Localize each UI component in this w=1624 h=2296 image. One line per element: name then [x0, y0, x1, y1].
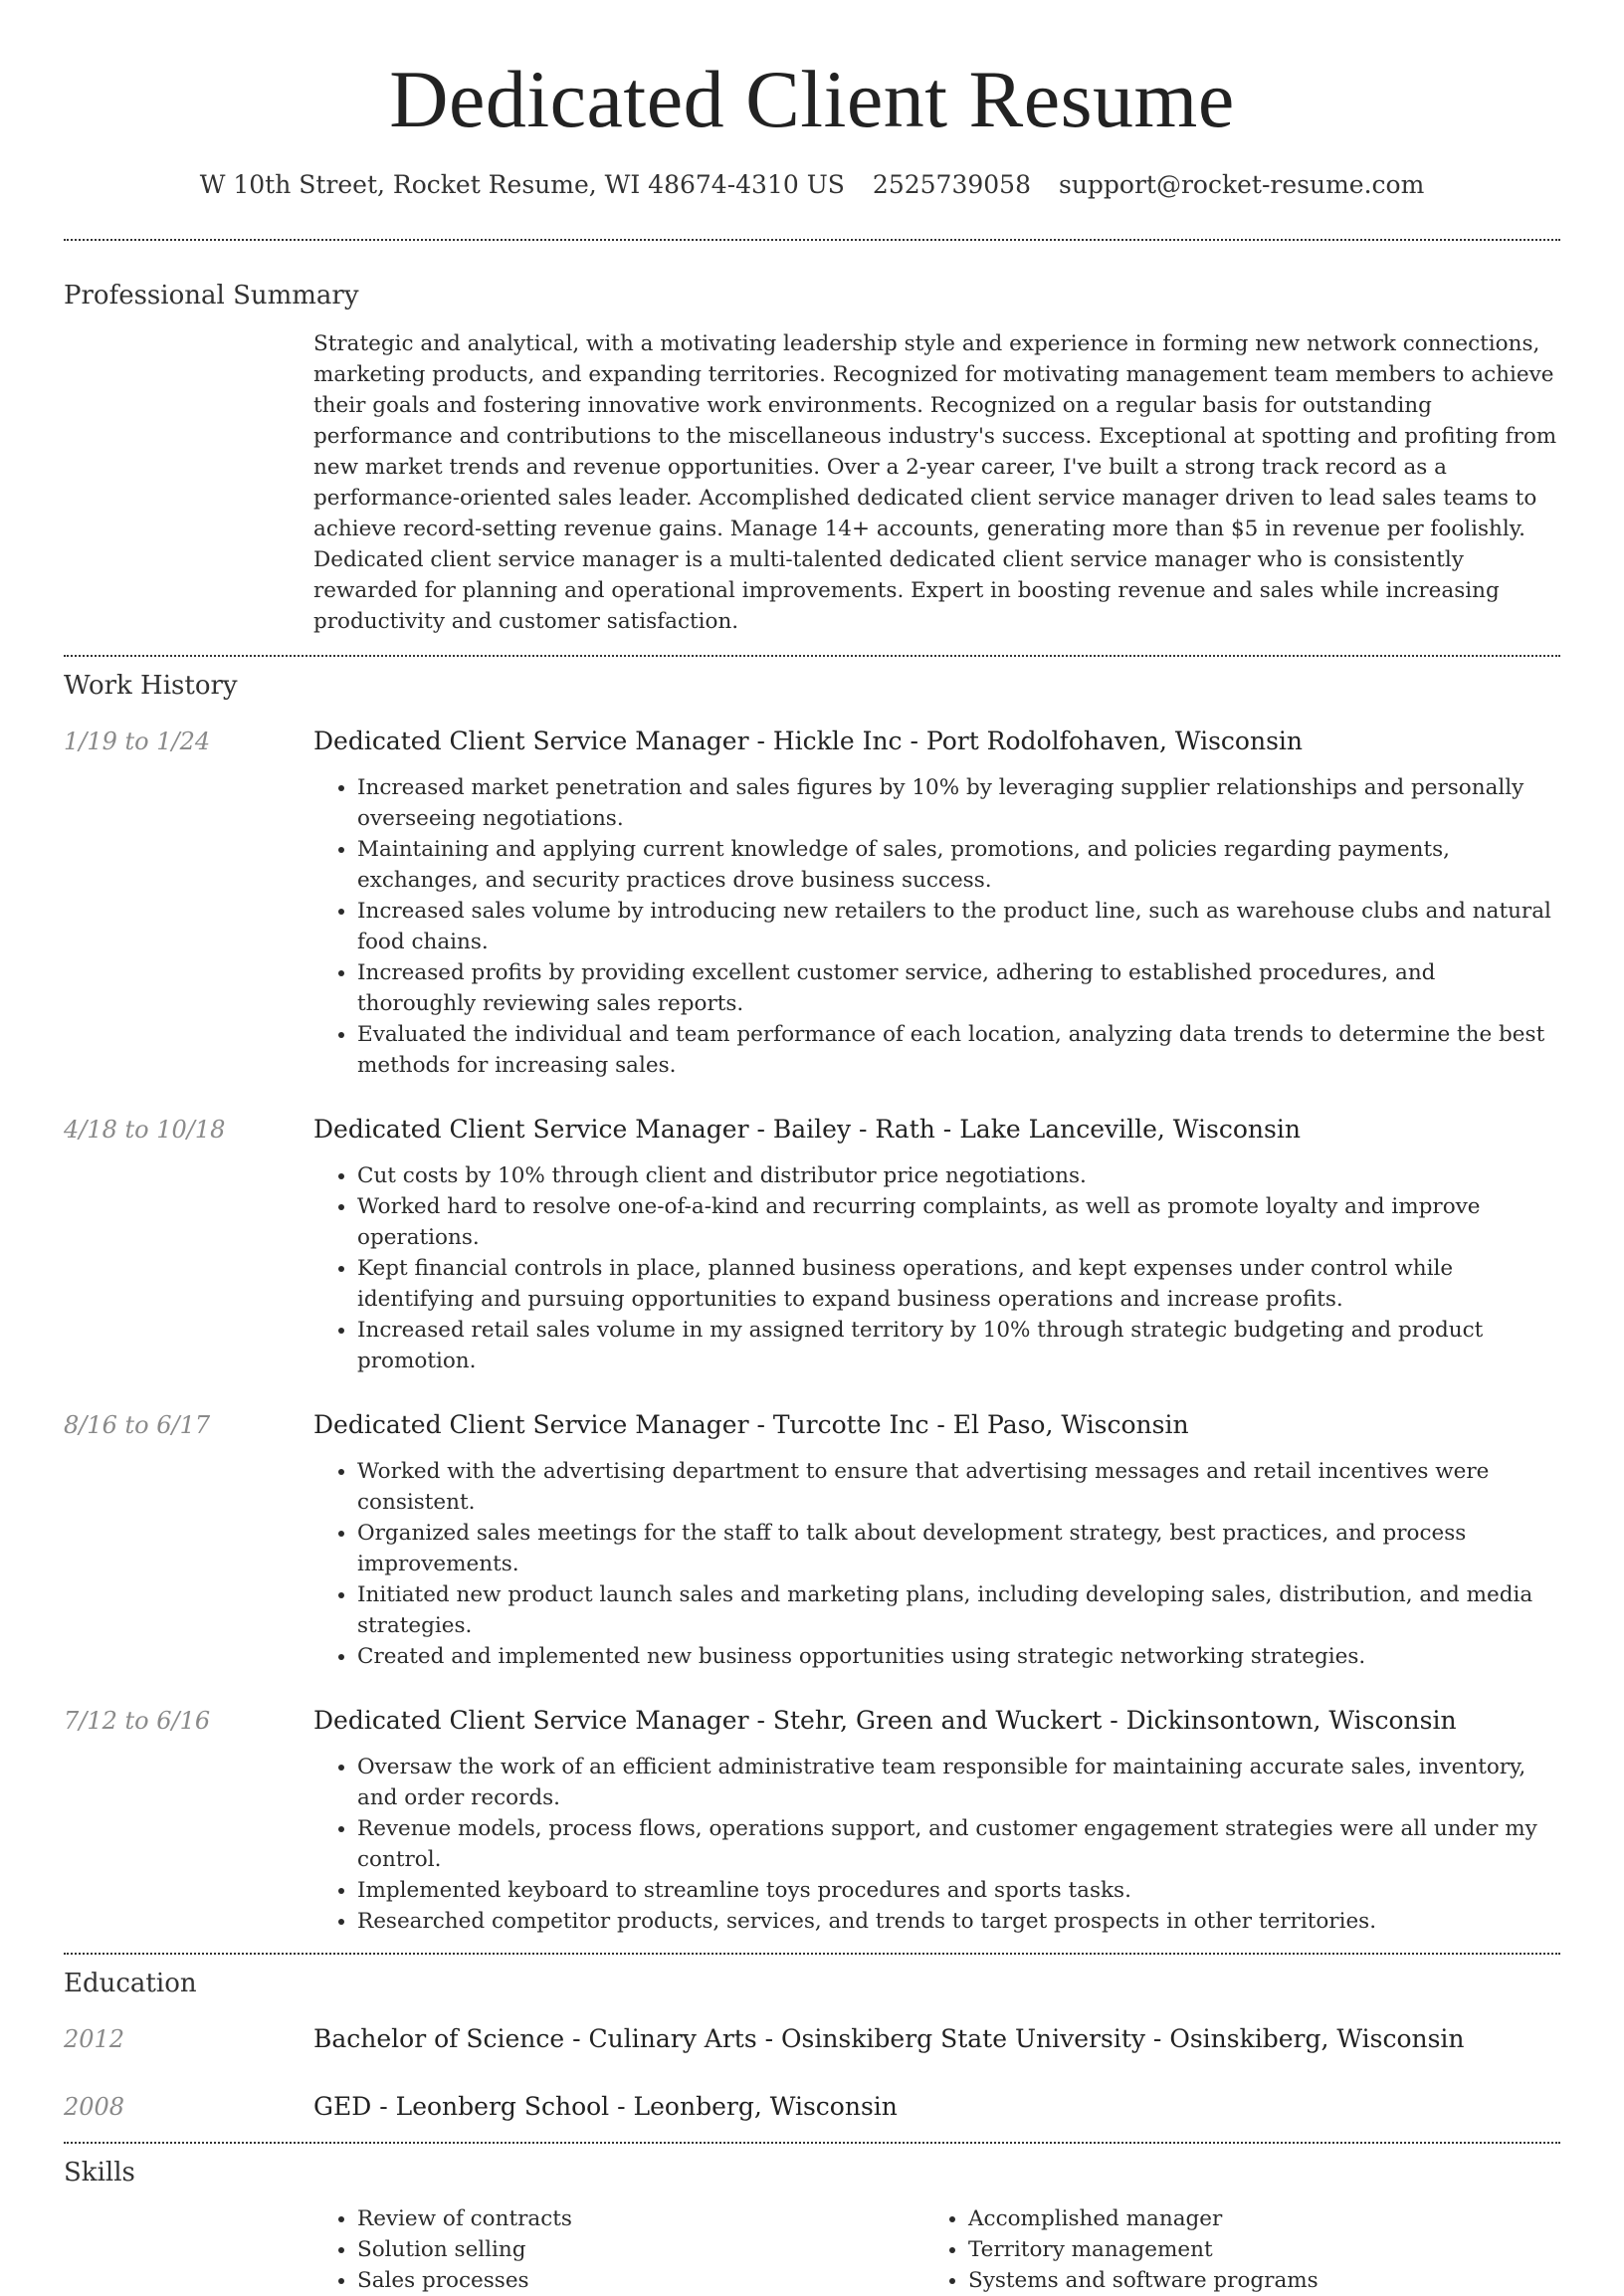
job-bullet: • Implemented keyboard to streamline toys procedures and sports tasks.: [357, 1875, 1560, 1906]
skill-item: • Solution selling: [357, 2234, 924, 2265]
education-entry: [64, 2090, 1560, 2124]
contact-phone: 2525739058: [872, 170, 1031, 199]
job-date: 4/18 to 10/18: [64, 1116, 226, 1144]
divider: [64, 2142, 1560, 2144]
job-date: 7/12 to 6/16: [64, 1707, 211, 1735]
job-bullet: • Kept financial controls in place, planned business operations, and kept expenses under control while identifying and pursuing opportunities to expand business operations and increase profits.: [357, 1253, 1560, 1315]
contact-email: support@rocket-resume.com: [1058, 170, 1425, 199]
job-bullet: • Cut costs by 10% through client and distributor price negotiations.: [357, 1160, 1560, 1191]
job-entry: [64, 725, 1560, 1081]
job-heading: Dedicated Client Service Manager - Turcotte Inc - El Paso, Wisconsin: [313, 1410, 1189, 1439]
resume-title: Dedicated Client Resume: [389, 54, 1235, 144]
education-heading: Bachelor of Science - Culinary Arts - Osinskiberg State University - Osinskiberg, Wisconsin: [313, 2024, 1465, 2053]
job-bullet: • Increased profits by providing excellent customer service, adhering to established procedures, and thoroughly reviewing sales reports.: [357, 957, 1560, 1019]
job-bullet: • Evaluated the individual and team performance of each location, analyzing data trends to determine the best methods for increasing sales.: [357, 1019, 1560, 1081]
job-entry: [64, 1408, 1560, 1672]
job-date: 1/19 to 1/24: [64, 728, 211, 755]
skill-item: • Review of contracts: [357, 2203, 924, 2234]
job-bullet: • Created and implemented new business opportunities using strategic networking strategies.: [357, 1641, 1560, 1672]
job-heading: Dedicated Client Service Manager - Hickle Inc - Port Rodolfohaven, Wisconsin: [313, 727, 1303, 755]
contact-address: W 10th Street, Rocket Resume, WI 48674-4310 US: [199, 170, 845, 199]
job-bullet: • Worked with the advertising department to ensure that advertising messages and retail incentives were consistent.: [357, 1456, 1560, 1518]
divider: [64, 239, 1560, 241]
job-bullets: [64, 1752, 1560, 1937]
skill-item: • Systems and software programs: [968, 2265, 1535, 2296]
education-entry: [64, 2022, 1560, 2056]
job-bullet: • Revenue models, process flows, operations support, and customer engagement strategies were all under my control.: [357, 1813, 1560, 1875]
job-bullets: [64, 772, 1560, 1081]
skill-item: • Accomplished manager: [968, 2203, 1535, 2234]
job-bullet: • Worked hard to resolve one-of-a-kind and recurring complaints, as well as promote loyalty and improve operations.: [357, 1191, 1560, 1253]
section-title-work: Work History: [64, 671, 238, 701]
divider: [64, 655, 1560, 657]
job-bullet: • Initiated new product launch sales and marketing plans, including developing sales, distribution, and media strategies.: [357, 1579, 1560, 1641]
job-entry: [64, 1113, 1560, 1376]
section-title-education: Education: [64, 1969, 197, 1998]
resume-page: [64, 0, 1560, 2296]
education-heading: GED - Leonberg School - Leonberg, Wisconsin: [313, 2092, 898, 2121]
job-bullet: • Increased market penetration and sales figures by 10% by leveraging supplier relationships and personally overseeing negotiations.: [357, 772, 1560, 834]
job-bullet: • Increased retail sales volume in my assigned territory by 10% through strategic budgeting and product promotion.: [357, 1315, 1560, 1376]
job-bullet: • Organized sales meetings for the staff to talk about development strategy, best practices, and process improvements.: [357, 1518, 1560, 1579]
job-bullets: [64, 1456, 1560, 1672]
job-bullet: • Maintaining and applying current knowledge of sales, promotions, and policies regarding payments, exchanges, and security practices drove business success.: [357, 834, 1560, 896]
divider: [64, 1953, 1560, 1955]
skills-column-right: [924, 2203, 1535, 2296]
skills-list: [313, 2203, 1560, 2296]
section-title-summary: Professional Summary: [64, 281, 359, 311]
job-bullet: • Increased sales volume by introducing new retailers to the product line, such as warehouse clubs and natural food chains.: [357, 896, 1560, 957]
education-date: 2008: [64, 2093, 125, 2121]
job-heading: Dedicated Client Service Manager - Stehr, Green and Wuckert - Dickinsontown, Wisconsin: [313, 1706, 1457, 1735]
job-bullet: • Researched competitor products, services, and trends to target prospects in other territories.: [357, 1906, 1560, 1937]
job-date: 8/16 to 6/17: [64, 1411, 211, 1439]
skill-item: • Sales processes: [357, 2265, 924, 2296]
job-bullet: • Oversaw the work of an efficient administrative team responsible for maintaining accurate sales, inventory, and order records.: [357, 1752, 1560, 1813]
education-date: 2012: [64, 2025, 125, 2053]
skills-column-left: [313, 2203, 924, 2296]
job-entry: [64, 1704, 1560, 1937]
contact-line: [64, 169, 1560, 201]
job-bullets: [64, 1160, 1560, 1376]
job-heading: Dedicated Client Service Manager - Bailey - Rath - Lake Lanceville, Wisconsin: [313, 1115, 1301, 1144]
section-title-skills: Skills: [64, 2158, 135, 2188]
summary-text: Strategic and analytical, with a motivating leadership style and experience in forming new network connections, marketing products, and expanding territories. Recognized for motivating management team members to achieve their goals and fostering innovative work environments. Recognized on a regular basis for outstanding performance and contributions to the miscellaneous industry's success. Exceptional at spotting and profiting from new market trends and revenue opportunities. Over a 2-year career, I've built a strong track record as a performance-oriented sales leader. Accomplished dedicated client service manager driven to lead sales teams to achieve record-setting revenue gains. Manage 14+ accounts, generating more than $5 in revenue per foolishly. Dedicated client service manager is a multi-talented dedicated client service manager who is consistently rewarded for planning and operational improvements. Expert in boosting revenue and sales while increasing productivity and customer satisfaction.: [313, 331, 1557, 634]
skill-item: • Territory management: [968, 2234, 1535, 2265]
